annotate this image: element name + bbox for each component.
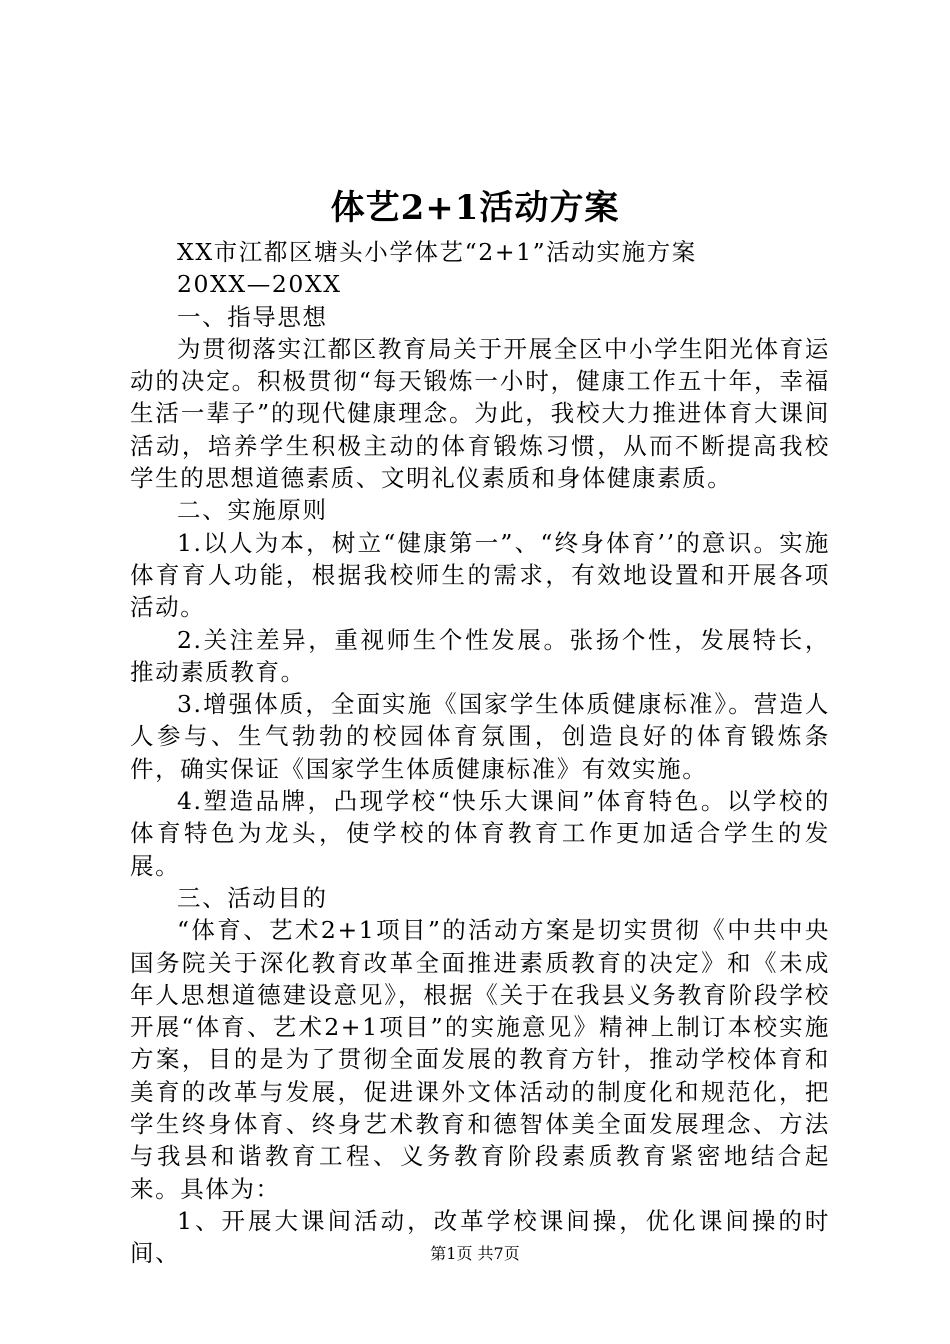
document-body: [130, 236, 830, 1270]
paragraph-year-range: 20XX—20XX: [177, 270, 342, 299]
section-heading-principles: 二、实施原则: [177, 496, 328, 525]
section-heading-purpose: 三、活动目的: [177, 883, 328, 912]
page-number-footer: 第1页 共7页: [430, 1244, 520, 1263]
paragraph-principle-1: 1.以人为本，树立“健康第一”、“终身体育’’的意识。实施体育育人功能，根据我校师生的需求，有效地设置和开展各项活动。: [130, 528, 830, 622]
document-title: 体艺2+1活动方案: [330, 188, 620, 228]
paragraph-principle-2: 2.关注差异，重视师生个性发展。张扬个性，发展特长，推动素质教育。: [130, 625, 830, 686]
paragraph-guiding-ideology: 为贯彻落实江都区教育局关于开展全区中小学生阳光体育运动的决定。积极贯彻“每天锻炼一小时，健康工作五十年，幸福生活一辈子”的现代健康理念。为此，我校大力推进体育大课间活动，培养学生积极主动的体育锻炼习惯，从而不断提高我校学生的思想道德素质、文明礼仪素质和身体健康素质。: [130, 334, 830, 493]
paragraph-principle-4: 4.塑造品牌，凸现学校“快乐大课间”体育特色。以学校的体育特色为龙头，使学校的体育教育工作更加适合学生的发展。: [130, 787, 830, 880]
paragraph-principle-3: 3.增强体质，全面实施《国家学生体质健康标准》。营造人人参与、生气勃勃的校园体育氛围，创造良好的体育锻炼条件，确实保证《国家学生体质健康标准》有效实施。: [130, 690, 830, 783]
section-heading-guiding-ideology: 一、指导思想: [177, 302, 328, 331]
paragraph-subtitle: XX市江都区塘头小学体艺“2+1”活动实施方案: [177, 238, 697, 266]
paragraph-purpose: “体育、艺术2+1项目”的活动方案是切实贯彻《中共中央国务院关于深化教育改革全面推进素质教育的决定》和《未成年人思想道德建设意见》，根据《关于在我县义务教育阶段学校开展“体育、艺术2+1项目”的实施意见》精神上制订本校实施方案，目的是为了贯彻全面发展的教育方针，推动学校体育和美育的改革与发展，促进课外文体活动的制度化和规范化，把学生终身体育、终身艺术教育和德智体美全面发展理念、方法与我县和谐教育工程、义务教育阶段素质教育紧密地结合起来。具体为：: [130, 916, 830, 1203]
paragraph-purpose-item-1: 1、开展大课间活动，改革学校课间操，优化课间操的时间、: [130, 1206, 830, 1268]
